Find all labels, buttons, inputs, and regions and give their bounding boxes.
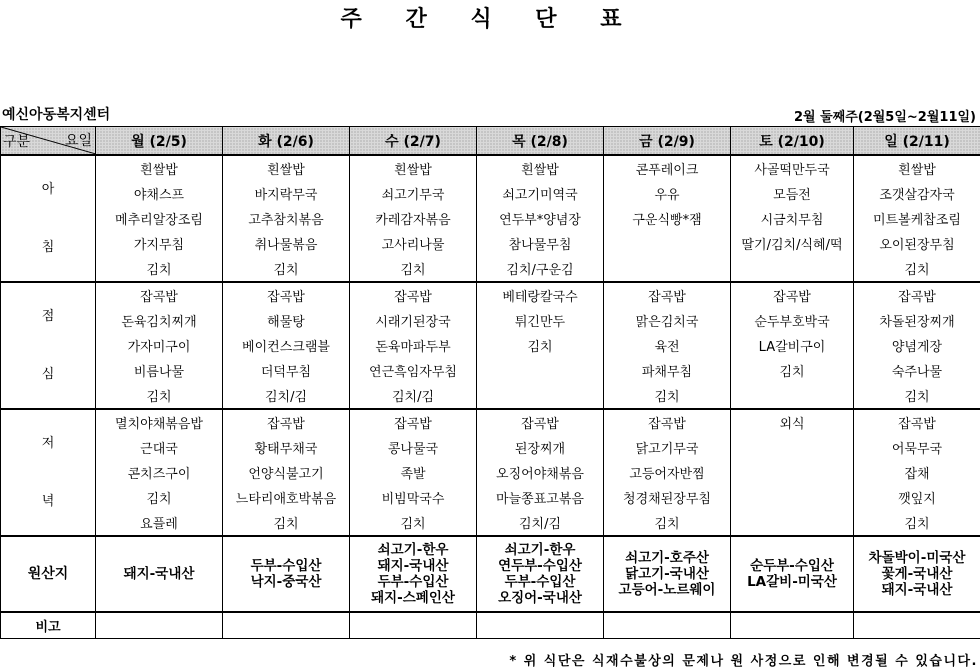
day-header: 일 (2/11) (854, 127, 980, 156)
menu-item: 언양식불고기 (223, 460, 350, 485)
menu-item: 야채스프 (96, 181, 223, 206)
menu-item: 김치 (96, 256, 223, 282)
menu-item: 잡곡밥 (350, 282, 477, 308)
menu-row (1, 206, 980, 231)
menu-item: 쇠고기무국 (350, 181, 477, 206)
page-title: 주 간 식 단 표 (0, 2, 980, 33)
menu-item: 조갯살감자국 (854, 181, 980, 206)
menu-item: 맑은김치국 (604, 308, 731, 333)
menu-row (1, 181, 980, 206)
origin-line: LA갈비-미국산 (731, 574, 853, 590)
menu-item: 비빔막국수 (350, 485, 477, 510)
menu-item: 딸기/김치/식혜/떡 (731, 231, 854, 256)
menu-item: 김치 (854, 256, 980, 282)
menu-item: 오징어야채볶음 (477, 460, 604, 485)
menu-item (731, 460, 854, 485)
menu-item: 잡곡밥 (604, 282, 731, 308)
menu-item: 어묵무국 (854, 435, 980, 460)
origin-row (1, 536, 980, 612)
menu-item: 오이된장무침 (854, 231, 980, 256)
day-header: 월 (2/5) (96, 127, 223, 156)
day-header: 수 (2/7) (350, 127, 477, 156)
menu-item: 잡곡밥 (604, 409, 731, 435)
menu-item: 비름나물 (96, 358, 223, 383)
menu-item: 요플레 (96, 510, 223, 536)
origin-cell (604, 536, 731, 612)
origin-line: 낙지-중국산 (223, 574, 349, 590)
origin-line: 차돌박이-미국산 (854, 550, 980, 566)
menu-item: 잡곡밥 (223, 282, 350, 308)
origin-line: 두부-수입산 (350, 574, 476, 590)
menu-item: 된장찌개 (477, 435, 604, 460)
menu-row (1, 333, 980, 358)
menu-item (604, 231, 731, 256)
menu-item: 김치 (223, 510, 350, 536)
meal-label-top: 아 (1, 180, 95, 200)
menu-item: 김치/김 (223, 383, 350, 409)
corner-cell (1, 127, 96, 156)
menu-item: 잡곡밥 (854, 282, 980, 308)
menu-item: 멸치야채볶음밥 (96, 409, 223, 435)
menu-item: 콘푸레이크 (604, 155, 731, 181)
menu-item: 근대국 (96, 435, 223, 460)
menu-item: 흰쌀밥 (350, 155, 477, 181)
menu-item: 김치 (96, 383, 223, 409)
menu-item: 잡곡밥 (854, 409, 980, 435)
menu-item (731, 256, 854, 282)
menu-item: 연근흑임자무침 (350, 358, 477, 383)
menu-item: 흰쌀밥 (854, 155, 980, 181)
menu-item: 느타리애호박볶음 (223, 485, 350, 510)
meal-label-bottom: 심 (1, 365, 95, 385)
menu-item: 김치/김 (350, 383, 477, 409)
menu-item: 미트볼케찹조림 (854, 206, 980, 231)
menu-row (1, 282, 980, 308)
menu-item: 황태무채국 (223, 435, 350, 460)
menu-item: 김치 (477, 333, 604, 358)
menu-row (1, 485, 980, 510)
corner-label-category: 구분 (3, 131, 30, 151)
corner-label-day: 요일 (65, 130, 92, 150)
meal-label-bottom: 침 (1, 238, 95, 258)
menu-item: 베테랑칼국수 (477, 282, 604, 308)
menu-item: 흰쌀밥 (223, 155, 350, 181)
menu-item: 김치 (854, 383, 980, 409)
menu-item: 숙주나물 (854, 358, 980, 383)
menu-item: 순두부호박국 (731, 308, 854, 333)
menu-item: 족발 (350, 460, 477, 485)
origin-line: 쇠고기-한우 (350, 542, 476, 558)
origin-cell (854, 536, 980, 612)
meal-label-cell (1, 155, 96, 282)
menu-item: 닭고기무국 (604, 435, 731, 460)
menu-item: 김치 (731, 358, 854, 383)
origin-line: 돼지-국내산 (96, 566, 222, 582)
menu-row (1, 256, 980, 282)
origin-line: 두부-수입산 (223, 558, 349, 574)
menu-item: 김치/김 (477, 510, 604, 536)
menu-item: 메추리알장조림 (96, 206, 223, 231)
menu-item: 고추참치볶음 (223, 206, 350, 231)
menu-item: 바지락무국 (223, 181, 350, 206)
menu-item: 해물탕 (223, 308, 350, 333)
menu-item: 잡곡밥 (477, 409, 604, 435)
origin-line: 연두부-수입산 (477, 558, 603, 574)
menu-item: 가자미구이 (96, 333, 223, 358)
note-cell (854, 612, 980, 639)
org-name: 예신아동복지센터 (2, 104, 110, 124)
origin-cell (477, 536, 604, 612)
meal-label-cell (1, 409, 96, 536)
menu-item: 잡곡밥 (96, 282, 223, 308)
menu-item: 청경채된장무침 (604, 485, 731, 510)
menu-item: 가지무침 (96, 231, 223, 256)
menu-item: 취나물볶음 (223, 231, 350, 256)
menu-item: 돈육마파두부 (350, 333, 477, 358)
menu-item: 김치 (223, 256, 350, 282)
day-header: 금 (2/9) (604, 127, 731, 156)
menu-item: 잡곡밥 (350, 409, 477, 435)
origin-line: 닭고기-국내산 (604, 566, 730, 582)
menu-item: 카레감자볶음 (350, 206, 477, 231)
origin-cell (96, 536, 223, 612)
menu-item: 돈육김치찌개 (96, 308, 223, 333)
menu-item: 김치 (350, 510, 477, 536)
menu-row (1, 409, 980, 435)
menu-row (1, 460, 980, 485)
menu-item: 외식 (731, 409, 854, 435)
menu-item: 잡채 (854, 460, 980, 485)
day-header: 목 (2/8) (477, 127, 604, 156)
menu-item: 흰쌀밥 (96, 155, 223, 181)
origin-line: 고등어-노르웨이 (604, 582, 730, 598)
origin-line: 두부-수입산 (477, 574, 603, 590)
weekly-menu-table (0, 126, 980, 639)
menu-item: 콩나물국 (350, 435, 477, 460)
menu-item (731, 485, 854, 510)
note-label: 비고 (1, 612, 96, 639)
meal-label-top: 점 (1, 307, 95, 327)
menu-item: 잡곡밥 (223, 409, 350, 435)
origin-line: 순두부-수입산 (731, 558, 853, 574)
origin-line: 돼지-국내산 (350, 558, 476, 574)
menu-item: 김치 (854, 510, 980, 536)
origin-line: 꽃게-국내산 (854, 566, 980, 582)
week-label: 2월 둘째주(2월5일~2월11일) (794, 106, 976, 125)
meal-label-cell (1, 282, 96, 409)
menu-item: 파채무침 (604, 358, 731, 383)
note-cell (604, 612, 731, 639)
day-header: 화 (2/6) (223, 127, 350, 156)
menu-item: 구운식빵*잼 (604, 206, 731, 231)
menu-item: 양념게장 (854, 333, 980, 358)
note-cell (477, 612, 604, 639)
menu-item: 우유 (604, 181, 731, 206)
header-row (1, 127, 980, 156)
menu-item: 김치 (604, 510, 731, 536)
menu-item: LA갈비구이 (731, 333, 854, 358)
note-cell (223, 612, 350, 639)
origin-line: 쇠고기-한우 (477, 542, 603, 558)
menu-item: 김치 (96, 485, 223, 510)
meal-label-bottom: 녁 (1, 492, 95, 512)
menu-item (731, 435, 854, 460)
footer-note: * 위 식단은 식재수불상의 문제나 원 사정으로 인해 변경될 수 있습니다. (509, 650, 978, 669)
menu-item: 깻잎지 (854, 485, 980, 510)
menu-item: 참나물무침 (477, 231, 604, 256)
menu-item: 시래기된장국 (350, 308, 477, 333)
menu-item: 육전 (604, 333, 731, 358)
origin-cell (223, 536, 350, 612)
meal-label-top: 저 (1, 434, 95, 454)
note-cell (731, 612, 854, 639)
menu-item: 더덕무침 (223, 358, 350, 383)
menu-item: 마늘쫑표고볶음 (477, 485, 604, 510)
menu-item: 김치 (604, 383, 731, 409)
menu-item: 시금치무침 (731, 206, 854, 231)
note-cell (96, 612, 223, 639)
menu-item: 튀긴만두 (477, 308, 604, 333)
menu-row (1, 435, 980, 460)
origin-line: 돼지-국내산 (854, 582, 980, 598)
menu-row (1, 383, 980, 409)
menu-item (731, 510, 854, 536)
menu-row (1, 308, 980, 333)
menu-item: 콘치즈구이 (96, 460, 223, 485)
origin-line: 오징어-국내산 (477, 590, 603, 606)
day-header: 토 (2/10) (731, 127, 854, 156)
menu-row (1, 231, 980, 256)
menu-row (1, 358, 980, 383)
menu-item: 연두부*양념장 (477, 206, 604, 231)
menu-item: 흰쌀밥 (477, 155, 604, 181)
menu-item (731, 383, 854, 409)
menu-item: 김치/구운김 (477, 256, 604, 282)
menu-item: 모듬전 (731, 181, 854, 206)
menu-item: 김치 (350, 256, 477, 282)
menu-item (477, 383, 604, 409)
menu-item: 차돌된장찌개 (854, 308, 980, 333)
origin-line: 돼지-스페인산 (350, 590, 476, 606)
menu-item (477, 358, 604, 383)
origin-cell (350, 536, 477, 612)
origin-label: 원산지 (1, 536, 96, 612)
menu-row (1, 510, 980, 536)
menu-item: 베이컨스크램블 (223, 333, 350, 358)
menu-row (1, 155, 980, 181)
origin-line: 쇠고기-호주산 (604, 550, 730, 566)
menu-item: 고사리나물 (350, 231, 477, 256)
menu-item: 쇠고기미역국 (477, 181, 604, 206)
menu-item: 고등어자반찜 (604, 460, 731, 485)
menu-item (604, 256, 731, 282)
note-row (1, 612, 980, 639)
origin-cell (731, 536, 854, 612)
menu-item: 사골떡만두국 (731, 155, 854, 181)
note-cell (350, 612, 477, 639)
menu-item: 잡곡밥 (731, 282, 854, 308)
